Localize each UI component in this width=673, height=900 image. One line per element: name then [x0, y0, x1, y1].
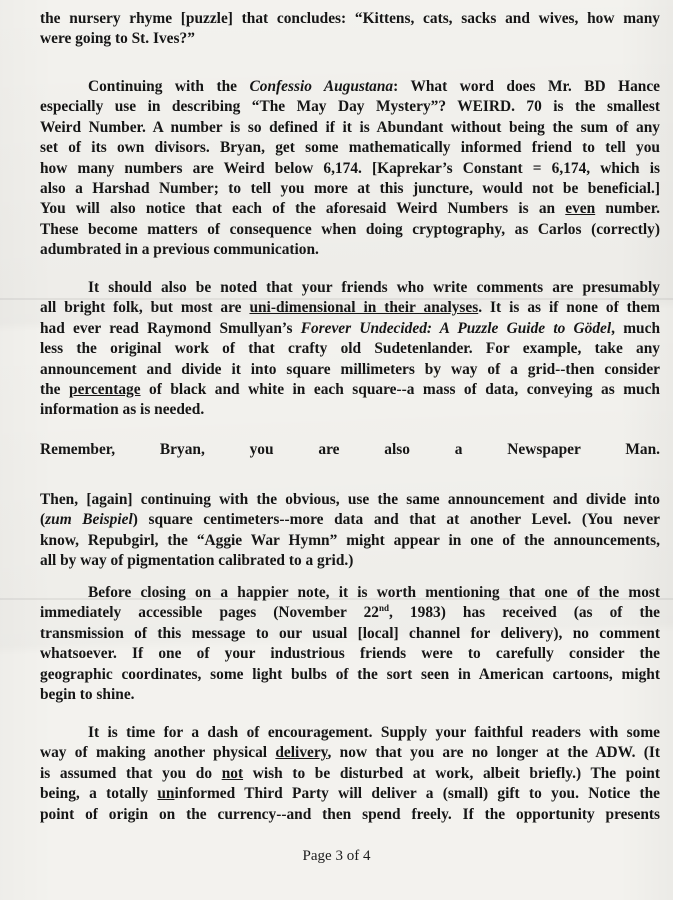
- text-line: Before closing on a happier note, it is worth mentioning that one of the most: [88, 584, 660, 601]
- text-line: announcement and divide it into square millimeters by way of a grid--then consider: [40, 360, 660, 378]
- text-line: Weird Number. A number is so defined if it is Abundant without being the sum of any: [40, 118, 660, 136]
- text-line: transmission of this message to our usual [local] channel for delivery), no comment: [40, 624, 660, 642]
- text-line: begin to shine.: [40, 686, 135, 704]
- text-line: immediately accessible pages (November 22nd, 1983) has received (as of the: [40, 603, 660, 622]
- text-line: were going to St. Ives?”: [40, 30, 195, 48]
- text-line: Then, [again] continuing with the obvious, use the same announcement and divide into: [40, 491, 660, 508]
- paragraph-friends-comments: [40, 278, 660, 421]
- text-line: (zum Beispiel) square centimeters--more data and that at another Level. (You never: [40, 511, 660, 529]
- text-line: set of its own divisors. Bryan, get some mathematically informed friend to tell you: [40, 139, 660, 157]
- paragraph-encouragement: [40, 723, 660, 825]
- text-line: all bright folk, but most are uni-dimensional in their analyses. It is as if none of them: [40, 299, 660, 317]
- text-line: is assumed that you do not wish to be disturbed at work, albeit briefly.) The point: [40, 764, 660, 782]
- text-line: less the original work of that crafty old Sudetenlander. For example, take any: [40, 340, 660, 358]
- underlined-prefix: un: [157, 785, 175, 803]
- text-line: You will also notice that each of the aforesaid Weird Numbers is an even number.: [40, 200, 660, 218]
- paragraph-newspaper-man: [40, 440, 660, 460]
- text-line: Continuing with the Confessio Augustana: What word does Mr. BD Hance: [88, 78, 660, 95]
- text-line: all by way of pigmentation calibrated to a grid.): [40, 552, 354, 570]
- paragraph-nursery-rhyme: [40, 9, 660, 50]
- text-line: point of origin on the currency--and then spend freely. If the opportunity presents: [40, 805, 660, 823]
- underlined-word: percentage: [69, 381, 141, 399]
- underlined-phrase: uni-dimensional in their analyses: [249, 299, 479, 317]
- text-line: the percentage of black and white in each square--a mass of data, conveying as much: [40, 381, 660, 399]
- underlined-word: delivery: [275, 744, 328, 762]
- underlined-word: even: [565, 200, 596, 218]
- paragraph-november-page: [40, 583, 660, 705]
- paragraph-square-centimeters: [40, 490, 660, 572]
- text-line: had ever read Raymond Smullyan’s Forever Undecided: A Puzzle Guide to Gödel, much: [40, 319, 661, 337]
- text-line: way of making another physical delivery, now that you are no longer at the ADW. (It: [40, 744, 660, 762]
- text-line: information as is needed.: [40, 401, 205, 419]
- paragraph-confessio: [40, 77, 660, 261]
- text-line: These become matters of consequence when doing cryptography, as Carlos (correctly): [40, 220, 660, 238]
- underlined-word: not: [221, 764, 244, 782]
- text-line: It is time for a dash of encouragement. Supply your faithful readers with some: [88, 724, 660, 741]
- text-line: how many numbers are Weird below 6,174. [Kaprekar’s Constant = 6,174, which is: [40, 159, 660, 177]
- text-line: adumbrated in a previous communication.: [40, 241, 319, 259]
- text-line: being, a totally uninformed Third Party will deliver a (small) gift to you. Notice the: [40, 785, 660, 803]
- text-line: Remember, Bryan, you are also a Newspaper Man.: [40, 441, 660, 458]
- page-number: Page 3 of 4: [302, 848, 371, 864]
- text-line: the nursery rhyme [puzzle] that concludes: “Kittens, cats, sacks and wives, how many: [40, 10, 660, 27]
- text-line: know, Repubgirl, the “Aggie War Hymn” might appear in one of the announcements,: [40, 531, 660, 549]
- text-line: geographic coordinates, some light bulbs of the sort seen in American cartoons, might: [40, 665, 660, 683]
- text-line: especially use in describing “The May Day Mystery”? WEIRD. 70 is the smallest: [40, 98, 660, 116]
- text-line: also a Harshad Number; to tell you more at this juncture, would not be beneficial.]: [40, 180, 660, 198]
- text-line: whatsoever. If one of your industrious friends were to carefully consider the: [40, 645, 660, 663]
- text-line: It should also be noted that your friends who write comments are presumably: [88, 279, 660, 296]
